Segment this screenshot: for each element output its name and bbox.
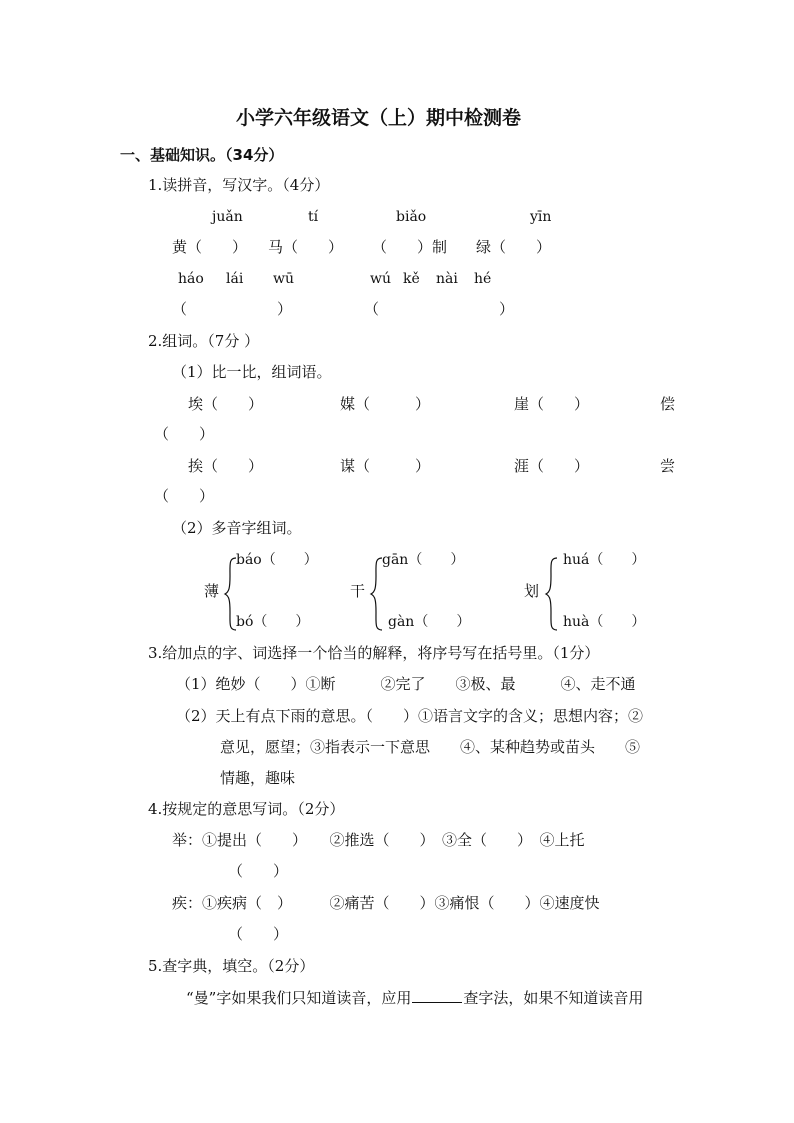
question-4-heading: 4.按规定的意思写词。（2分）	[148, 800, 345, 818]
answer-blank[interactable]: gàn（ ）	[388, 614, 471, 630]
question-item: 举：①提出（ ） ②推选（ ） ③全（ ） ④上托	[172, 831, 585, 849]
pinyin: yīn	[530, 209, 552, 225]
answer-blank[interactable]: huà（ ）	[563, 614, 646, 630]
page-title: 小学六年级语文（上）期中检测卷	[236, 107, 522, 129]
answer-blank[interactable]: （ ）	[154, 487, 215, 505]
question-3-heading: 3.给加点的字、词选择一个恰当的解释，将序号写在括号里。（1分）	[148, 644, 600, 662]
polyphone-char: 薄	[204, 582, 220, 600]
pinyin: wū	[273, 271, 294, 287]
answer-blank[interactable]: 谋（ ）	[340, 457, 431, 475]
sentence-text: 查字法，如果不知道读音用	[463, 989, 644, 1007]
answer-blank[interactable]: 崖（ ）	[514, 395, 590, 413]
answer-blank[interactable]: （ ）	[228, 925, 289, 943]
answer-blank[interactable]: 黄（ ）	[172, 238, 248, 256]
subquestion-label: （1）比一比，组词语。	[172, 363, 332, 381]
subquestion-label: （2）多音字组词。	[172, 519, 302, 537]
question-1-heading: 1.读拼音，写汉字。（4分）	[148, 176, 330, 194]
fill-blank-line[interactable]	[412, 987, 462, 1003]
pinyin: tí	[308, 209, 319, 225]
answer-blank[interactable]: báo（ ）	[236, 552, 318, 568]
question-item: 意见，愿望；③指表示一下意思 ④、某种趋势或苗头 ⑤	[220, 738, 641, 756]
fill-in-sentence	[186, 987, 643, 1008]
answer-blank[interactable]: huá（ ）	[563, 552, 646, 568]
pinyin: kě	[403, 271, 420, 287]
answer-blank[interactable]: bó（ ）	[236, 614, 310, 630]
answer-blank[interactable]: 挨（ ）	[188, 457, 264, 475]
answer-blank[interactable]: （ ）	[364, 300, 515, 318]
word-char: 尝	[660, 457, 676, 475]
pinyin: biǎo	[396, 209, 427, 225]
answer-blank[interactable]: 埃（ ）	[188, 395, 264, 413]
answer-blank[interactable]: （ ）制	[372, 238, 448, 256]
answer-blank[interactable]: 马（ ）	[268, 238, 344, 256]
question-5-heading: 5.查字典，填空。（2分）	[148, 957, 315, 975]
answer-blank[interactable]: （ ）	[154, 425, 215, 443]
answer-blank[interactable]: （ ）	[172, 300, 293, 318]
question-item: （1）绝妙（ ）①断 ②完了 ③极、最 ④、走不通	[176, 675, 636, 693]
section-heading: 一、基础知识。（34分）	[120, 146, 284, 164]
answer-blank[interactable]: gān（ ）	[382, 552, 465, 568]
left-brace-icon	[545, 556, 559, 632]
polyphone-char: 划	[524, 582, 540, 600]
question-item: 疾：①疾病（ ） ②痛苦（ ）③痛恨（ ）④速度快	[172, 894, 600, 912]
sentence-text: “曼”字如果我们只知道读音，应用	[186, 989, 412, 1007]
answer-blank[interactable]: （ ）	[228, 862, 289, 880]
question-item: 情趣，趣味	[220, 769, 296, 787]
pinyin: nài	[436, 271, 458, 287]
question-item: （2）天上有点下雨的意思。（ ）①语言文字的含义；思想内容；②	[176, 707, 644, 725]
pinyin: juǎn	[212, 209, 243, 225]
answer-blank[interactable]: 涯（ ）	[514, 457, 590, 475]
pinyin: hé	[474, 271, 492, 287]
pinyin: háo	[178, 271, 204, 287]
pinyin: lái	[226, 271, 244, 287]
answer-blank[interactable]: 绿（ ）	[476, 238, 552, 256]
pinyin: wú	[370, 271, 391, 287]
word-char: 偿	[660, 395, 676, 413]
answer-blank[interactable]: 媒（ ）	[340, 395, 431, 413]
question-2-heading: 2.组词。（7分 ）	[148, 332, 260, 350]
polyphone-char: 干	[350, 582, 366, 600]
